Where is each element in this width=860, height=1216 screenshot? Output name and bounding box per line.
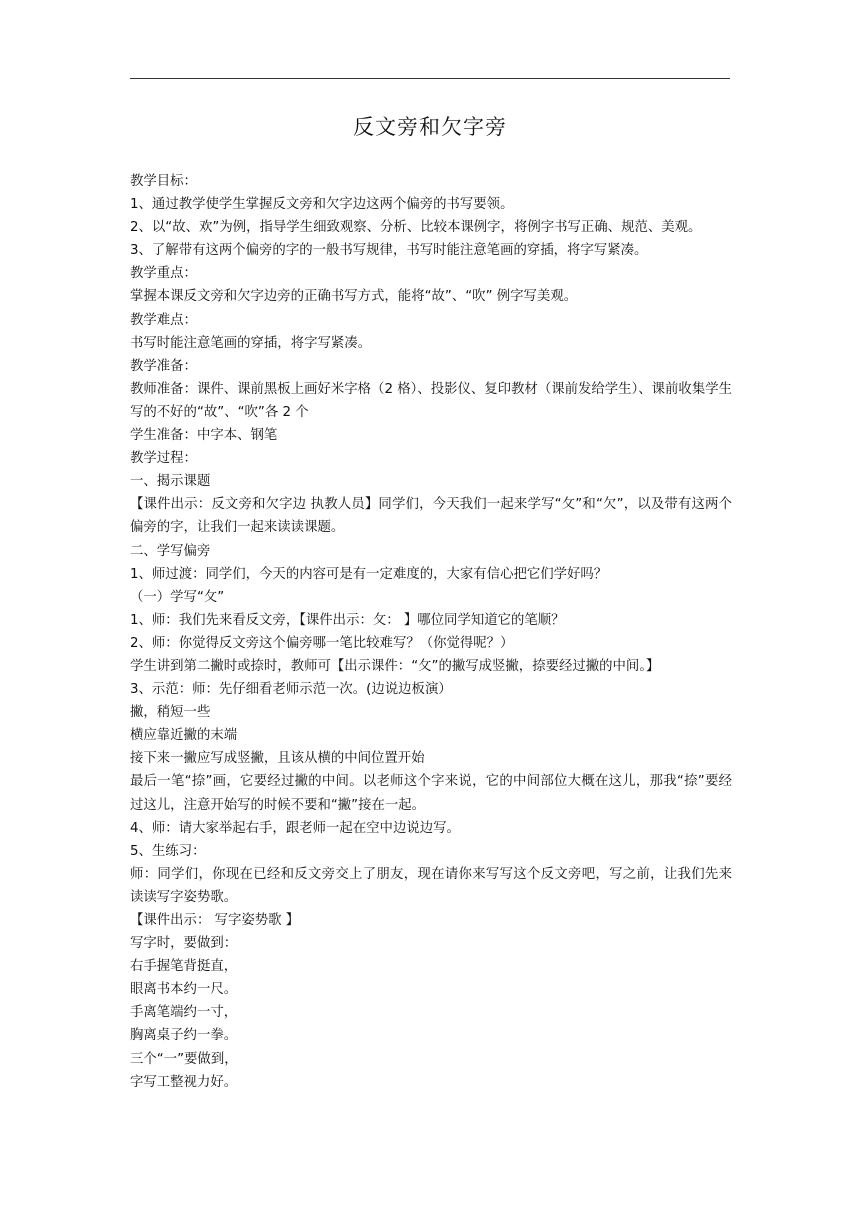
paragraph-line: 教学难点： — [130, 312, 197, 328]
paragraph-line: 手离笔端约一寸， — [130, 1005, 238, 1021]
paragraph-line: 眼离书本约一尺。 — [130, 982, 238, 998]
paragraph-line: 1、通过教学使学生掌握反文旁和欠字边这两个偏旁的书写要领。 — [130, 197, 514, 213]
paragraph-line: 教学过程： — [130, 451, 197, 467]
paragraph-line: 横应靠近撇的末端 — [130, 728, 238, 744]
paragraph-line: 字写工整视力好。 — [130, 1074, 238, 1090]
paragraph-line: 1、师：我们先来看反文旁，【课件出示：攵： 】哪位同学知道它的笔顺？ — [130, 612, 565, 628]
header-rule — [130, 78, 730, 79]
paragraph-line: 3、了解带有这两个偏旁的字的一般书写规律，书写时能注意笔画的穿插，将字写紧凑。 — [130, 243, 648, 259]
paragraph-line: 二、学写偏旁 — [130, 543, 211, 559]
paragraph-line: 书写时能注意笔画的穿插，将字写紧凑。 — [130, 335, 372, 351]
paragraph-line: 教师准备：课件、课前黑板上画好米字格（2 格）、投影仪、复印教材（课前发给学生）、课前收集学生写的不好的“故”、“吹”各 2 个 — [130, 381, 732, 420]
paragraph-line: 最后一笔“捺”画，它要经过撇的中间。以老师这个字来说，它的中间部位大概在这儿，那我“捺”要经过这儿，注意开始写的时候不要和“撇”接在一起。 — [130, 774, 732, 813]
paragraph-line: 胸离桌子约一拳。 — [130, 1028, 238, 1044]
paragraph-line: 3、示范：师：先仔细看老师示范一次。(边说边板演） — [130, 682, 452, 698]
document-title: 反文旁和欠字旁 — [353, 115, 507, 139]
paragraph-line: 掌握本课反文旁和欠字边旁的正确书写方式，能将“故”、“吹” 例字写美观。 — [130, 289, 578, 305]
paragraph-line: 4、师：请大家举起右手，跟老师一起在空中边说边写。 — [130, 820, 460, 836]
paragraph-line: 师：同学们，你现在已经和反文旁交上了朋友，现在请你来写写这个反文旁吧，写之前，让我们先来读读写字姿势歌。 — [130, 866, 732, 905]
paragraph-line: 教学目标： — [130, 174, 197, 189]
paragraph-line: 2、师：你觉得反文旁这个偏旁哪一笔比较难写？（你觉得呢？） — [130, 635, 514, 651]
paragraph-line: 1、师过渡：同学们，今天的内容可是有一定难度的，大家有信心把它们学好吗？ — [130, 566, 608, 582]
paragraph-line: 撇，稍短一些 — [130, 705, 211, 721]
paragraph-line: 三个“一”要做到， — [130, 1051, 238, 1067]
paragraph-line: 【课件出示：反文旁和欠字边 执教人员】同学们，今天我们一起来学写“攵”和“欠”，以及带有这两个偏旁的字，让我们一起来读读课题。 — [130, 497, 732, 536]
paragraph-line: 接下来一撇应写成竖撇，且该从横的中间位置开始 — [130, 751, 425, 767]
paragraph-line: （一）学写“攵” — [130, 589, 225, 605]
document-body — [130, 170, 732, 1094]
paragraph-line: 2、以“故、欢”为例，指导学生细致观察、分析、比较本课例字，将例字书写正确、规范、美观。 — [130, 220, 702, 236]
paragraph-line: 写字时，要做到： — [130, 936, 238, 952]
paragraph-line: 教学重点： — [130, 266, 197, 282]
paragraph-line: 学生准备：中字本、钢笔 — [130, 428, 278, 444]
paragraph-line: 右手握笔背挺直， — [130, 959, 238, 975]
paragraph-line: 5、生练习： — [130, 843, 206, 859]
paragraph-line: 学生讲到第二撇时或捺时，教师可【出示课件：“攵”的撇写成竖撇，捺要经过撇的中间。】 — [130, 658, 660, 674]
paragraph-line: 一、揭示课题 — [130, 474, 211, 490]
paragraph-line: 【课件出示： 写字姿势歌 】 — [130, 913, 300, 928]
paragraph-line: 教学准备： — [130, 358, 197, 374]
